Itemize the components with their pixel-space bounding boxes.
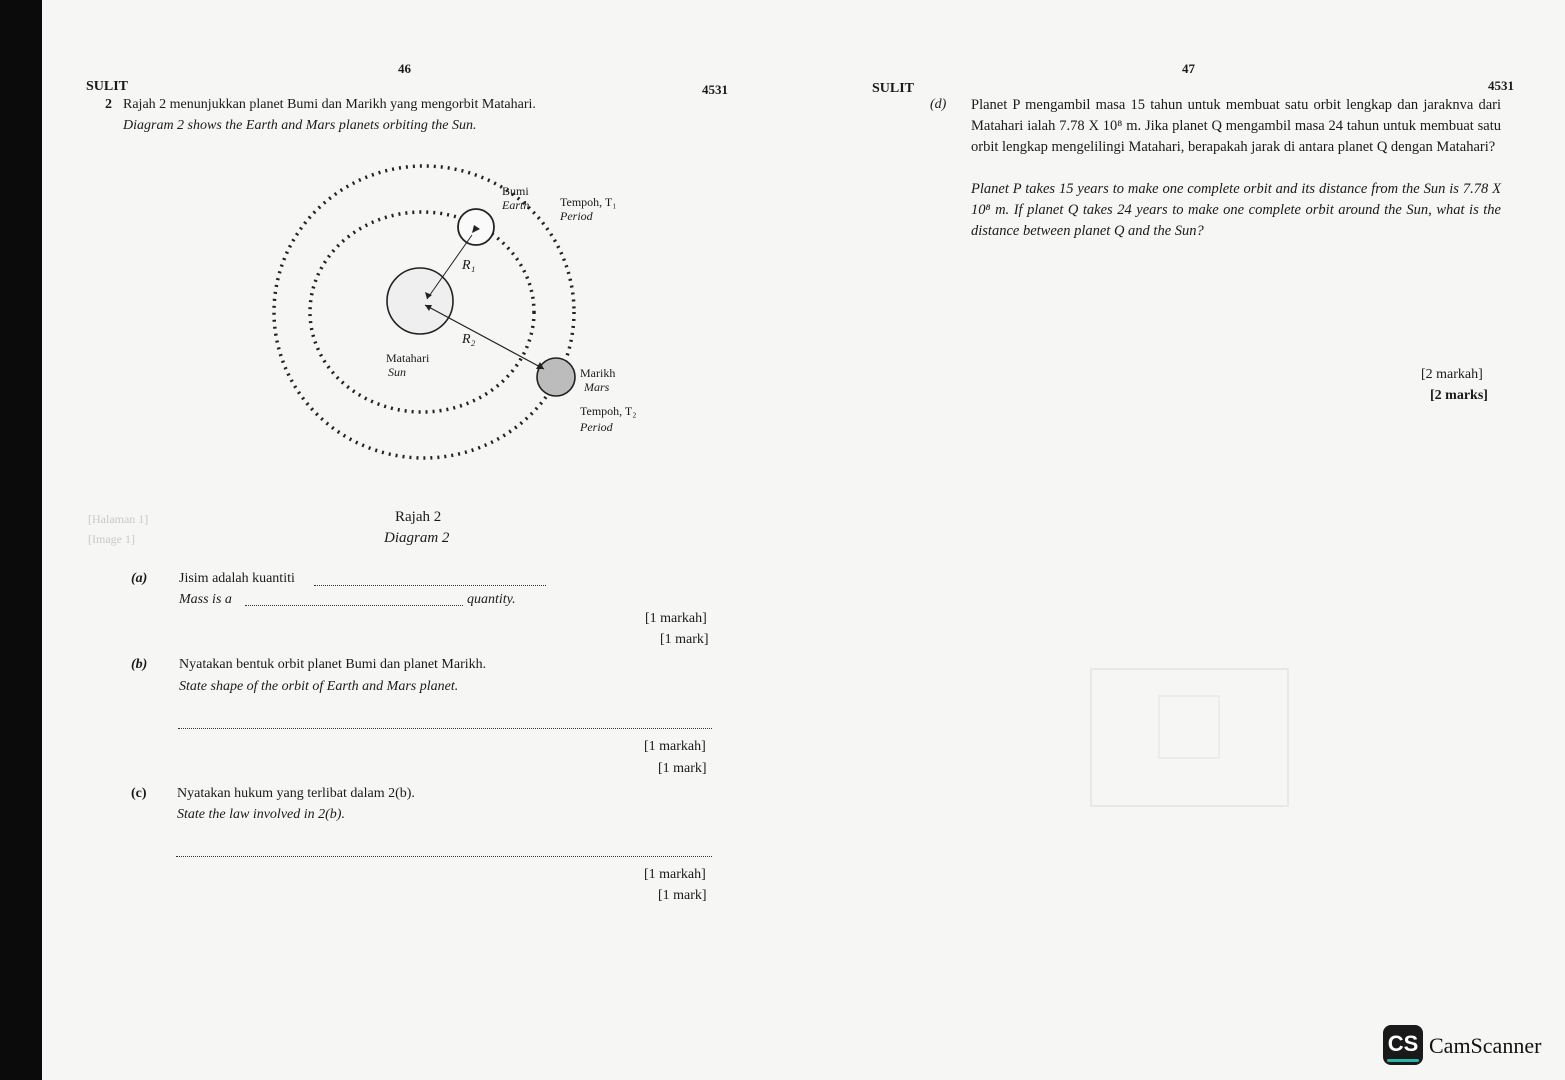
part-a-english-suffix: quantity. [467,592,516,607]
part-a-marks-english: [1 mark] [660,632,709,647]
label-period2-malay: Tempoh, T₂ [580,404,637,418]
mars-circle [537,358,575,396]
part-d-marks-malay: [2 markah] [1421,367,1483,382]
header-sulit-left: SULIT [86,79,129,94]
radius-r2-line [425,305,544,369]
part-a-english-prefix: Mass is a [179,592,232,607]
scanner-left-border [0,0,42,1080]
camscanner-logo-icon: CS [1383,1025,1423,1065]
label-sun-english: Sun [388,365,406,379]
part-a-answer-line [245,605,463,606]
header-code-left: 4531 [702,82,728,97]
sun-circle [387,268,453,334]
margin-ghost-text-2: [Image 1] [88,532,135,546]
part-a-malay: Jisim adalah kuantiti [179,571,295,586]
part-c-marks-english: [1 mark] [658,888,707,903]
part-b-english: State shape of the orbit of Earth and Mars planet. [179,679,459,694]
camscanner-watermark-text: CamScanner [1429,1033,1542,1058]
part-c-answer-line [176,856,712,857]
part-c-malay: Nyatakan hukum yang terlibat dalam 2(b). [177,786,415,801]
label-r2: R₂ [462,332,476,347]
part-b-malay: Nyatakan bentuk orbit planet Bumi dan planet Marikh. [179,657,487,672]
label-earth-malay: Bumi [502,184,529,198]
label-period1-malay: Tempoh, T₁ [560,195,617,209]
part-a-label: (a) [131,571,148,586]
part-b-marks-malay: [1 markah] [644,739,706,754]
part-c-marks-malay: [1 markah] [644,867,706,882]
part-b-label: (b) [131,657,148,672]
label-period1-english: Period [560,209,593,223]
part-d-marks-english: [2 marks] [1430,388,1488,403]
label-earth-english: Earth [502,198,530,212]
intro-english: Diagram 2 shows the Earth and Mars planets orbiting the Sun. [123,118,477,133]
diagram-caption-malay: Rajah 2 [395,509,442,525]
label-mars-english: Mars [584,380,610,394]
part-d-english: Planet P takes 15 years to make one complete orbit and its distance from the Sun is 7.78 X 10⁸ m. If planet Q takes 24 years to make one complete orbit around the Sun, what is the distance between planet Q and the Sun? [971,181,1501,239]
part-d-label: (d) [930,97,947,112]
part-c-label: (c) [131,786,147,801]
label-sun-malay: Matahari [386,351,430,365]
part-a-blank-malay [314,585,546,586]
header-code-right: 4531 [1488,78,1514,93]
part-b-marks-english: [1 mark] [658,761,707,776]
intro-malay: Rajah 2 menunjukkan planet Bumi dan Marikh yang mengorbit Matahari. [123,97,536,112]
label-r1: R₁ [462,258,476,273]
question-number: 2 [105,97,112,112]
page-number-right: 47 [1182,61,1195,76]
part-a-marks-malay: [1 markah] [645,611,707,626]
show-through-inner-box [1158,695,1220,759]
header-sulit-right: SULIT [872,81,915,96]
part-b-answer-line [178,728,712,729]
label-mars-malay: Marikh [580,366,616,380]
part-d-malay: Planet P mengambil masa 15 tahun untuk membuat satu orbit lengkap dan jaraknva dari Matahari ialah 7.78 X 10⁸ m. Jika planet Q mengambil masa 24 tahun untuk membuat satu orbit lengkap mengelilingi Matahari, berapakah jarak di antara planet Q dengan Matahari? [971,97,1501,155]
diagram-caption-english: Diagram 2 [384,530,450,546]
page-number-left: 46 [398,61,411,76]
part-c-english: State the law involved in 2(b). [177,807,345,822]
margin-ghost-text-1: [Halaman 1] [88,512,149,526]
label-period2-english: Period [580,420,613,434]
